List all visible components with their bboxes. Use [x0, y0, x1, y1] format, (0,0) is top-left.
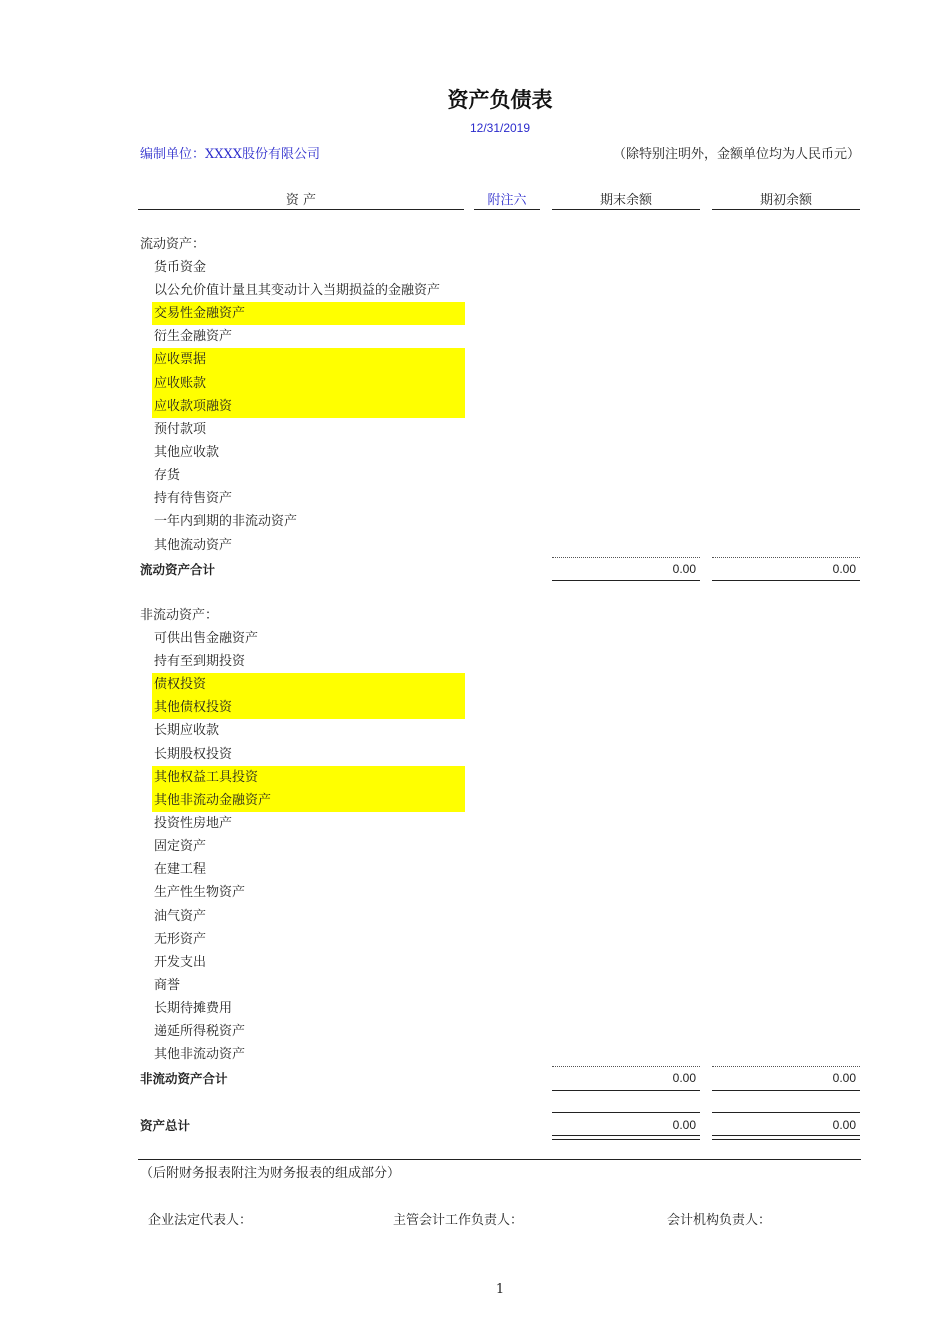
- accounting-agency-head-label: 会计机构负责人：: [667, 1213, 772, 1228]
- line-item: 长期待摊费用: [154, 1001, 233, 1016]
- line-item: 开发支出: [154, 955, 207, 970]
- line-item: 可供出售金融资产: [154, 631, 259, 646]
- legal-representative-label: 企业法定代表人：: [148, 1213, 253, 1228]
- current-assets-heading: 流动资产：: [140, 237, 206, 252]
- current-assets-total-end: 0.00: [672, 562, 696, 576]
- reporting-entity: 编制单位：XXXX股份有限公司: [140, 147, 321, 162]
- column-header-note: 附注六: [487, 193, 527, 208]
- line-item: 存货: [154, 468, 181, 483]
- current-assets-total-label: 流动资产合计: [140, 562, 216, 577]
- report-date: 12/31/2019: [469, 121, 531, 135]
- current-assets-total-begin: 0.00: [832, 562, 856, 576]
- header-rule-note: [474, 209, 540, 210]
- total-top-rule-end: [552, 1112, 700, 1113]
- line-item: 以公允价值计量且其变动计入当期损益的金融资产: [154, 283, 441, 298]
- line-item: 衍生金融资产: [154, 329, 233, 344]
- line-item: 在建工程: [154, 862, 207, 877]
- line-item: 固定资产: [154, 839, 207, 854]
- line-item: 货币资金: [154, 260, 207, 275]
- subtotal-rule-begin: [712, 1090, 860, 1091]
- line-item: 油气资产: [154, 909, 207, 924]
- column-header-begin-balance: 期初余额: [759, 193, 812, 208]
- page-title: 资产负债表: [447, 88, 553, 112]
- column-header-end-balance: 期末余额: [599, 193, 652, 208]
- line-item: 递延所得税资产: [154, 1024, 246, 1039]
- column-header-asset: 资 产: [285, 193, 317, 208]
- subtotal-rule-end: [552, 1090, 700, 1091]
- total-double-rule-begin: [712, 1135, 860, 1140]
- line-item: 商誉: [154, 978, 181, 993]
- header-rule-asset: [138, 209, 464, 210]
- page-number: 1: [495, 1282, 505, 1297]
- footer-rule: [138, 1159, 861, 1160]
- line-item: 持有至到期投资: [154, 654, 246, 669]
- line-item: 预付款项: [154, 422, 207, 437]
- line-item: 其他债权投资: [154, 700, 233, 715]
- noncurrent-assets-total-begin: 0.00: [832, 1071, 856, 1085]
- header-rule-end: [552, 209, 700, 210]
- line-item: 应收款项融资: [154, 399, 233, 414]
- line-item: 交易性金融资产: [154, 306, 246, 321]
- noncurrent-assets-total-label: 非流动资产合计: [140, 1071, 228, 1086]
- line-item: 其他非流动资产: [154, 1047, 246, 1062]
- line-item: 其他应收款: [154, 445, 220, 460]
- subtotal-rule-begin: [712, 580, 860, 581]
- total-assets-begin: 0.00: [832, 1118, 856, 1132]
- total-assets-label: 资产总计: [140, 1118, 191, 1133]
- noncurrent-assets-total-end: 0.00: [672, 1071, 696, 1085]
- accounting-head-label: 主管会计工作负责人：: [393, 1213, 524, 1228]
- total-top-rule-begin: [712, 1112, 860, 1113]
- line-item: 一年内到期的非流动资产: [154, 514, 298, 529]
- line-item: 应收账款: [154, 376, 207, 391]
- line-item: 无形资产: [154, 932, 207, 947]
- line-item: 债权投资: [154, 677, 207, 692]
- total-double-rule-end: [552, 1135, 700, 1140]
- noncurrent-assets-heading: 非流动资产：: [140, 608, 219, 623]
- line-item: 持有待售资产: [154, 491, 233, 506]
- line-item: 其他非流动金融资产: [154, 793, 272, 808]
- line-item: 长期应收款: [154, 723, 220, 738]
- currency-note: （除特别注明外，金额单位均为人民币元）: [612, 147, 860, 162]
- line-item: 应收票据: [154, 352, 207, 367]
- header-rule-begin: [712, 209, 860, 210]
- line-item: 生产性生物资产: [154, 885, 246, 900]
- line-item: 其他流动资产: [154, 538, 233, 553]
- line-item: 投资性房地产: [154, 816, 233, 831]
- line-item: 其他权益工具投资: [154, 770, 259, 785]
- total-assets-end: 0.00: [672, 1118, 696, 1132]
- line-item: 长期股权投资: [154, 747, 233, 762]
- appendix-note: （后附财务报表附注为财务报表的组成部分）: [140, 1166, 401, 1181]
- subtotal-rule-end: [552, 580, 700, 581]
